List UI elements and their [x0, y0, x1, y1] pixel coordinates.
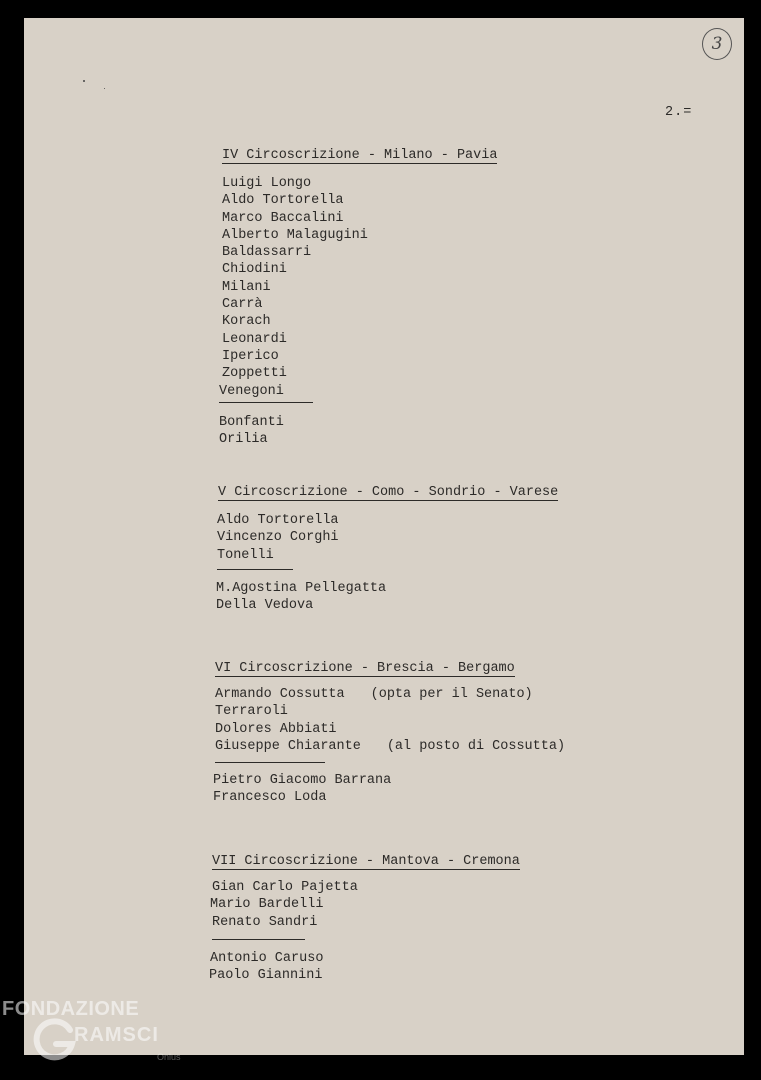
list-item: Milani	[222, 279, 271, 295]
list-item: Orilia	[219, 432, 268, 448]
candidate-note: (opta per il Senato)	[370, 687, 533, 702]
section-heading: VI Circoscrizione - Brescia - Bergamo	[215, 661, 515, 676]
paper-speck	[83, 80, 85, 82]
list-item: Luigi Longo	[222, 176, 312, 191]
list-item: Marco Baccalini	[222, 210, 344, 226]
paper-speck	[104, 88, 105, 89]
document-page	[24, 18, 744, 1055]
gramsci-g-logo-icon	[32, 1018, 76, 1062]
list-item: Gian Carlo Pajetta	[212, 880, 358, 895]
watermark-line-2: RAMSCI	[74, 1024, 159, 1046]
list-item: Leonardi	[222, 331, 287, 347]
candidate-name: Giuseppe Chiarante	[215, 738, 361, 754]
separator-rule	[212, 939, 305, 940]
others-list	[219, 414, 497, 449]
page-number: 2.=	[665, 105, 693, 120]
list-item: Alberto Malagugini	[222, 227, 368, 243]
list-item: Aldo Tortorella	[222, 193, 344, 209]
list-item: Mario Bardelli	[210, 897, 324, 913]
list-item	[215, 721, 565, 738]
separator-rule	[219, 402, 313, 403]
section-vii	[209, 854, 520, 984]
list-item: M.Agostina Pellegatta	[216, 580, 387, 596]
list-item: Renato Sandri	[212, 914, 318, 930]
fondazione-gramsci-watermark	[2, 994, 202, 1076]
section-vi	[215, 661, 565, 807]
section-heading: VII Circoscrizione - Mantova - Cremona	[212, 854, 520, 869]
section-heading: V Circoscrizione - Como - Sondrio - Varese	[218, 485, 559, 500]
candidate-name: Terraroli	[215, 704, 288, 720]
others-list	[210, 950, 520, 985]
list-item: Zoppetti	[222, 366, 287, 382]
list-item: Francesco Loda	[213, 790, 327, 806]
list-item: Pietro Giacomo Barrana	[213, 773, 392, 789]
elected-list	[219, 175, 497, 400]
watermark-line-1: FONDAZIONE	[2, 998, 140, 1020]
section-iv	[219, 148, 498, 448]
list-item	[215, 738, 565, 755]
elected-list	[217, 512, 558, 564]
watermark-small-text: Onlus	[157, 1052, 181, 1062]
elected-list	[215, 686, 565, 755]
others-list	[216, 580, 558, 615]
others-list	[213, 772, 565, 807]
candidate-name: Armando Cossutta	[215, 687, 345, 702]
list-item	[215, 686, 565, 703]
circled-page-number: 3	[702, 28, 732, 60]
list-item: Baldassarri	[222, 245, 312, 261]
list-item: Carrà	[222, 297, 263, 313]
list-item: Tonelli	[217, 547, 274, 563]
candidate-note: (al posto di Cossutta)	[386, 738, 566, 754]
list-item	[215, 703, 565, 720]
list-item: Vincenzo Corghi	[217, 530, 339, 546]
list-item: Aldo Tortorella	[217, 513, 339, 528]
section-heading: IV Circoscrizione - Milano - Pavia	[222, 148, 498, 163]
list-item: Chiodini	[222, 262, 287, 278]
list-item: Bonfanti	[219, 414, 284, 430]
list-item: Antonio Caruso	[210, 950, 324, 966]
separator-rule	[217, 569, 293, 570]
elected-list	[212, 879, 520, 931]
list-item: Korach	[222, 314, 271, 330]
candidate-name: Dolores Abbiati	[215, 721, 337, 737]
list-item: Venegoni	[219, 383, 284, 399]
list-item: Iperico	[222, 348, 279, 364]
list-item: Della Vedova	[216, 598, 314, 614]
separator-rule	[215, 762, 325, 763]
section-v	[218, 485, 558, 614]
list-item: Paolo Giannini	[209, 968, 323, 984]
